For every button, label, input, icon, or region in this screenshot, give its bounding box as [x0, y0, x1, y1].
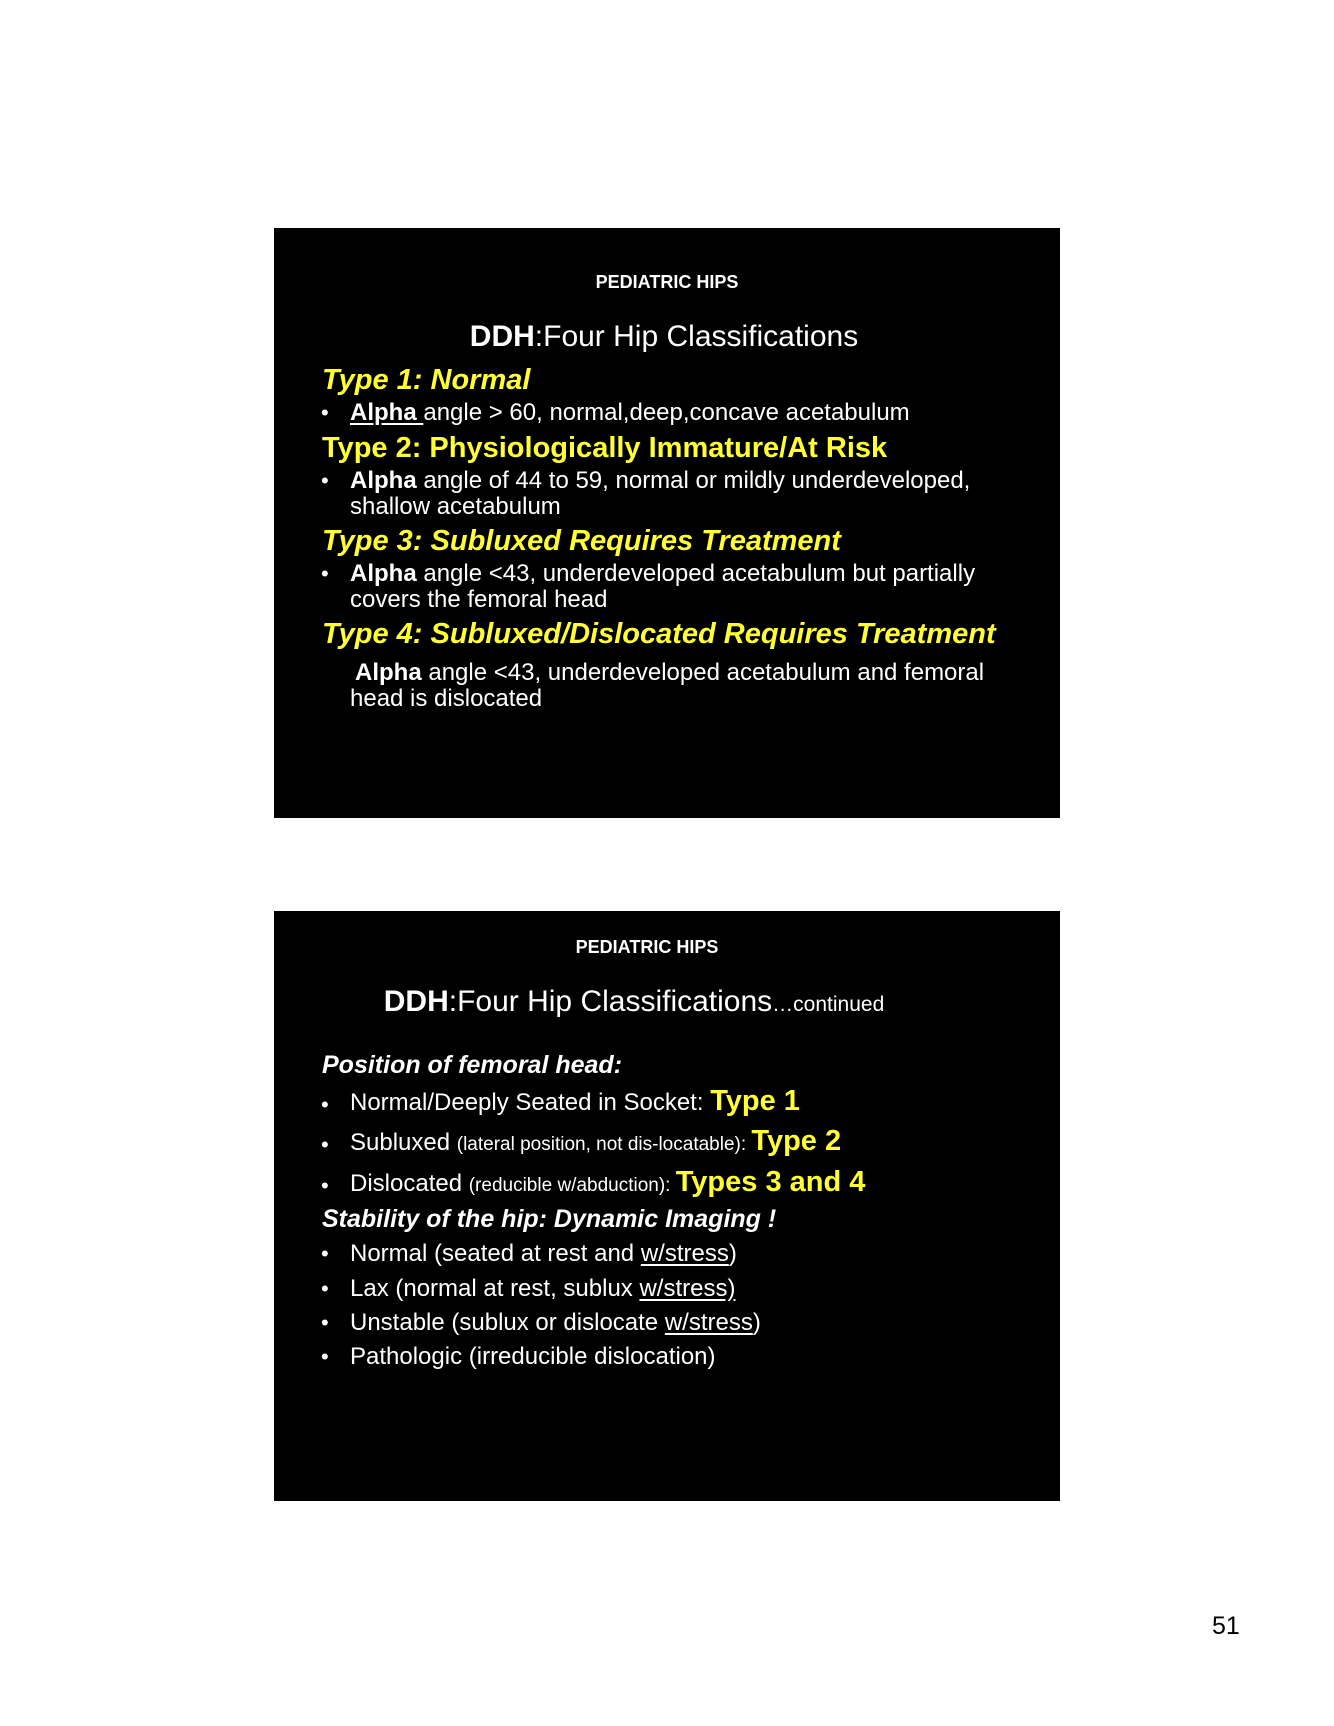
position-heading: Position of femoral head:: [322, 1051, 623, 1079]
type4-heading: Type 4: Subluxed/Dislocated Requires Treatment: [322, 618, 996, 650]
type3-heading: Type 3: Subluxed Requires Treatment: [322, 525, 841, 557]
position-item: [274, 1166, 1060, 1203]
bullet-dot: •: [321, 561, 329, 586]
type1-description: angle > 60, normal,deep,concave acetabulum: [423, 399, 910, 426]
slide-kicker: PEDIATRIC HIPS: [575, 937, 719, 957]
slide-kicker: PEDIATRIC HIPS: [595, 272, 739, 292]
type4-row: [274, 660, 1060, 712]
type3-line-1: [350, 561, 975, 587]
title-bold: DDH: [469, 320, 535, 353]
position-item-text: [350, 1085, 800, 1118]
type3-description: angle <43, underdeveloped acetabulum but partially: [416, 560, 976, 587]
position-item-text: [350, 1166, 866, 1199]
position-note: (reducible w/abduction):: [468, 1175, 676, 1196]
bullet-dot: •: [321, 468, 329, 493]
alpha-term: Alpha: [350, 467, 417, 494]
type1-heading: Type 1: Normal: [322, 364, 531, 396]
stability-item-text: [350, 1344, 716, 1370]
stability-item-text: [350, 1276, 735, 1302]
type2-line-2: shallow acetabulum: [350, 493, 561, 520]
bullet-dot: •: [321, 1276, 329, 1301]
stability-text: Unstable (sublux or dislocate: [350, 1309, 665, 1336]
type4-description: angle <43, underdeveloped acetabulum and femoral: [421, 659, 985, 686]
slide-2: [274, 911, 1060, 1501]
stability-text: Normal (seated at rest and: [350, 1240, 641, 1267]
position-label: Subluxed: [350, 1129, 457, 1156]
type4-line-1: [355, 660, 984, 686]
type2-line-1: [350, 468, 970, 494]
bullet-dot: •: [321, 1132, 329, 1157]
stability-heading: Stability of the hip: Dynamic Imaging !: [322, 1205, 777, 1233]
slide-title: [384, 320, 944, 354]
stability-underlined: w/stress): [639, 1275, 736, 1302]
stability-item-text: [350, 1241, 737, 1267]
position-item: [274, 1085, 1060, 1122]
bullet-dot: •: [321, 1092, 329, 1117]
stability-underlined: w/stress: [640, 1240, 729, 1267]
alpha-term: Alpha: [350, 560, 417, 587]
position-item-text: [350, 1125, 842, 1158]
type1-text: [350, 400, 910, 426]
page-number: 51: [1212, 1612, 1240, 1640]
bullet-dot: •: [321, 1173, 329, 1198]
stability-close: ): [728, 1240, 737, 1267]
position-type: Type 1: [710, 1085, 800, 1117]
title-suffix: …continued: [772, 993, 885, 1016]
type2-heading: Type 2: Physiologically Immature/At Risk: [322, 432, 888, 464]
title-rest: :Four Hip Classifications: [448, 985, 773, 1018]
position-note: (lateral position, not dis-locatable):: [456, 1134, 752, 1155]
slide-title: [314, 985, 954, 1019]
bullet-dot: •: [321, 1310, 329, 1335]
position-type: Types 3 and 4: [675, 1166, 866, 1198]
title-bold: DDH: [383, 985, 449, 1018]
position-item: [274, 1125, 1060, 1162]
alpha-term: Alpha: [350, 399, 424, 426]
type3-line-2: covers the femoral head: [350, 586, 608, 613]
position-type: Type 2: [751, 1125, 842, 1157]
position-label: Normal/Deeply Seated in Socket:: [350, 1089, 711, 1116]
stability-text: Lax (normal at rest, sublux: [350, 1275, 640, 1302]
bullet-dot: •: [321, 1344, 329, 1369]
type3-bullet-row: [274, 561, 1060, 613]
type1-bullet-row: [274, 400, 1060, 426]
stability-item: [274, 1276, 1060, 1304]
position-label: Dislocated: [350, 1170, 469, 1197]
slide-1: [274, 228, 1060, 818]
type4-line-2: head is dislocated: [350, 685, 543, 712]
type2-description: angle of 44 to 59, normal or mildly underdeveloped,: [416, 467, 971, 494]
stability-close: ): [752, 1309, 761, 1336]
stability-item-text: [350, 1310, 761, 1336]
stability-text: Pathologic (irreducible dislocation): [350, 1343, 716, 1370]
type2-bullet-row: [274, 468, 1060, 520]
bullet-dot: •: [321, 400, 329, 425]
bullet-dot: •: [321, 1241, 329, 1266]
alpha-term: Alpha: [355, 659, 422, 686]
stability-item: [274, 1310, 1060, 1338]
stability-item: [274, 1241, 1060, 1269]
stability-underlined: w/stress: [664, 1309, 753, 1336]
stability-item: [274, 1344, 1060, 1372]
title-rest: :Four Hip Classifications: [534, 320, 859, 353]
